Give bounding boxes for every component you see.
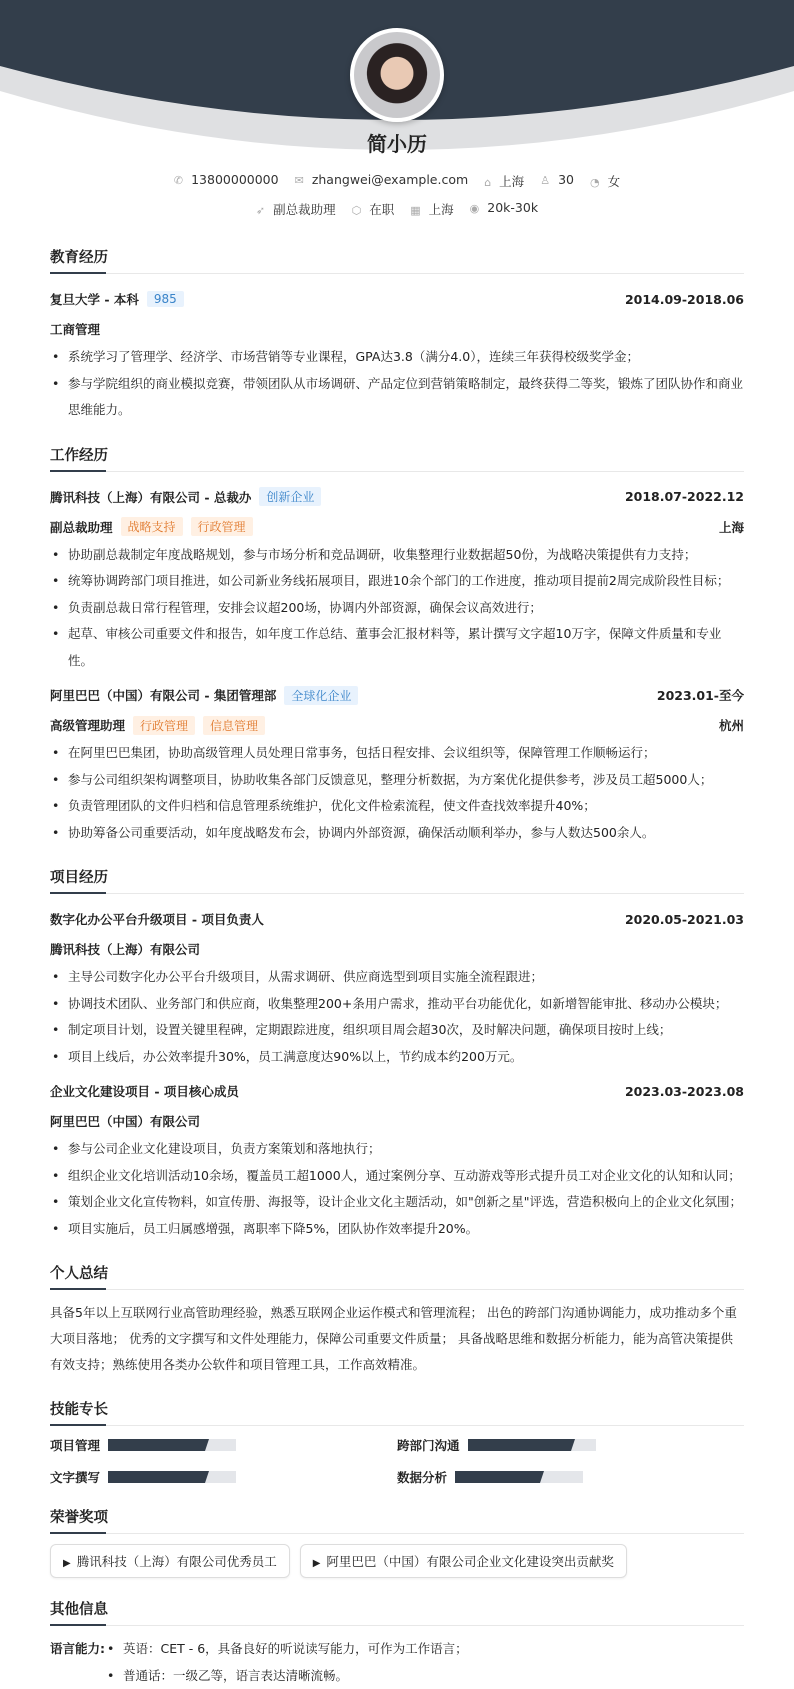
bullet: • 起草、审核公司重要文件和报告，如年度工作总结、董事会汇报材料等，累计撰写文字超10万字，保障文件质量和专业性。 bbox=[50, 621, 744, 674]
bullet: • 参与公司企业文化建设项目，负责方案策划和落地执行； bbox=[50, 1136, 744, 1163]
date: 2014.09-2018.06 bbox=[625, 292, 744, 307]
position: ➶ 副总裁助理 bbox=[256, 200, 336, 218]
bullet: • 参与公司组织架构调整项目，协助收集各部门反馈意见，整理分析数据，为方案优化提供参考，涉及员工超5000人； bbox=[50, 767, 744, 794]
gender-icon: ◔ bbox=[590, 176, 600, 189]
city: ⌂ 上海 bbox=[484, 172, 524, 190]
gender: ◔ 女 bbox=[590, 172, 620, 190]
award-label: 腾讯科技（上海）有限公司优秀员工 bbox=[77, 1554, 277, 1569]
send-icon: ➶ bbox=[256, 204, 265, 217]
salary: ◉ 20k-30k bbox=[470, 200, 538, 218]
awards-list bbox=[50, 1544, 744, 1578]
skills-grid bbox=[50, 1436, 744, 1486]
project-bullets bbox=[50, 964, 744, 1070]
skill-bar-fill bbox=[455, 1471, 540, 1483]
job-bullets bbox=[50, 740, 744, 846]
job-header bbox=[50, 482, 744, 512]
age-icon: ♙ bbox=[540, 174, 550, 187]
status: ⬡ 在职 bbox=[352, 200, 395, 218]
date: 2020.05-2021.03 bbox=[625, 912, 744, 927]
role-tag: 信息管理 bbox=[203, 716, 265, 735]
edu-bullets bbox=[50, 344, 744, 424]
mail-icon: ✉ bbox=[295, 174, 304, 187]
skill-item bbox=[50, 1436, 397, 1454]
role-tag: 行政管理 bbox=[191, 517, 253, 536]
status-icon: ⬡ bbox=[352, 204, 362, 217]
skill-bar-fill bbox=[468, 1439, 571, 1451]
project-name: 企业文化建设项目 - 项目核心成员 bbox=[50, 1082, 239, 1100]
job-intent-row bbox=[0, 200, 794, 218]
major: 工商管理 bbox=[50, 320, 100, 338]
job-title-group bbox=[50, 686, 358, 705]
section-title: 其他信息 bbox=[50, 1598, 744, 1626]
skill-name: 跨部门沟通 bbox=[397, 1436, 460, 1454]
building-icon: ▦ bbox=[410, 204, 420, 217]
bullet: • 负责管理团队的文件归档和信息管理系统维护，优化文件检索流程，使文件查找效率提升40%； bbox=[50, 793, 744, 820]
work-section bbox=[50, 444, 744, 847]
project-section bbox=[50, 866, 744, 1242]
target-city: ▦ 上海 bbox=[410, 200, 453, 218]
triangle-icon: ▶ bbox=[63, 1558, 71, 1569]
award-item bbox=[300, 1544, 627, 1578]
other-section bbox=[50, 1598, 744, 1689]
role-tag: 行政管理 bbox=[133, 716, 195, 735]
award-label: 阿里巴巴（中国）有限公司企业文化建设突出贡献奖 bbox=[326, 1554, 614, 1569]
candidate-name: 简小历 bbox=[0, 128, 794, 157]
company-tag: 全球化企业 bbox=[284, 686, 358, 705]
bullet: • 参与学院组织的商业模拟竞赛，带领团队从市场调研、产品定位到营销策略制定，最终获得二等奖，锻炼了团队协作和商业思维能力。 bbox=[50, 371, 744, 424]
school-tag: 985 bbox=[147, 291, 184, 307]
bullet: • 普通话：一级乙等，语言表达清晰流畅。 bbox=[105, 1663, 468, 1689]
age: ♙ 30 bbox=[540, 172, 574, 190]
contact-row bbox=[0, 172, 794, 190]
company: 阿里巴巴（中国）有限公司 - 集团管理部 bbox=[50, 686, 276, 704]
skill-bar bbox=[468, 1439, 596, 1451]
bullet: • 系统学习了管理学、经济学、市场营销等专业课程，GPA达3.8（满分4.0），连续三年获得校级奖学金； bbox=[50, 344, 744, 371]
role-row bbox=[50, 512, 744, 542]
skill-item bbox=[397, 1436, 744, 1454]
skill-name: 文字撰写 bbox=[50, 1468, 100, 1486]
bullet: • 制定项目计划，设置关键里程碑，定期跟踪进度，组织项目周会超30次，及时解决问题，确保项目按时上线； bbox=[50, 1017, 744, 1044]
education-section bbox=[50, 246, 744, 424]
job-city: 上海 bbox=[719, 518, 744, 536]
phone: ✆ 13800000000 bbox=[174, 172, 279, 190]
bullet: • 项目实施后，员工归属感增强，离职率下降5%，团队协作效率提升20%。 bbox=[50, 1216, 744, 1243]
summary-section bbox=[50, 1262, 744, 1378]
project-company-row bbox=[50, 1106, 744, 1136]
section-title: 工作经历 bbox=[50, 444, 744, 472]
summary-text: 具备5年以上互联网行业高管助理经验，熟悉互联网企业运作模式和管理流程； 出色的跨部门沟通协调能力，成功推动多个重大项目落地； 优秀的文字撰写和文件处理能力，保障公司重要文件质量； 具备战略思维和数据分析能力，能为高管决策提供有效支持；熟练使用各类办公软件和项目管理工具，工作高效精准。 bbox=[50, 1300, 744, 1378]
role-tag: 战略支持 bbox=[121, 517, 183, 536]
bullet: • 负责副总裁日常行程管理，安排会议超200场，协调内外部资源，确保会议高效进行； bbox=[50, 595, 744, 622]
role-row bbox=[50, 710, 744, 740]
major-row bbox=[50, 314, 744, 344]
bullet: • 主导公司数字化办公平台升级项目，从需求调研、供应商选型到项目实施全流程跟进； bbox=[50, 964, 744, 991]
skill-bar bbox=[108, 1471, 236, 1483]
salary-icon: ◉ bbox=[470, 202, 480, 215]
role: 副总裁助理 bbox=[50, 518, 113, 536]
job-header bbox=[50, 680, 744, 710]
job-city: 杭州 bbox=[719, 716, 744, 734]
skill-bar-fill bbox=[108, 1471, 205, 1483]
skill-bar-fill bbox=[108, 1439, 205, 1451]
language-row bbox=[50, 1636, 744, 1689]
company: 腾讯科技（上海）有限公司 - 总裁办 bbox=[50, 488, 251, 506]
project-header bbox=[50, 904, 744, 934]
awards-section bbox=[50, 1506, 744, 1578]
section-title: 荣誉奖项 bbox=[50, 1506, 744, 1534]
bullet: • 英语：CET - 6，具备良好的听说读写能力，可作为工作语言； bbox=[105, 1636, 468, 1663]
bullet: • 统筹协调跨部门项目推进，如公司新业务线拓展项目，跟进10余个部门的工作进度，推动项目提前2周完成阶段性目标； bbox=[50, 568, 744, 595]
email: ✉ zhangwei@example.com bbox=[295, 172, 469, 190]
section-title: 技能专长 bbox=[50, 1398, 744, 1426]
phone-icon: ✆ bbox=[174, 174, 183, 187]
project-bullets bbox=[50, 1136, 744, 1242]
bullet: • 协助副总裁制定年度战略规划，参与市场分析和竞品调研，收集整理行业数据超50份，为战略决策提供有力支持； bbox=[50, 542, 744, 569]
bullet: • 项目上线后，办公效率提升30%，员工满意度达90%以上，节约成本约200万元。 bbox=[50, 1044, 744, 1071]
role-group bbox=[50, 517, 253, 536]
date: 2023.01-至今 bbox=[657, 686, 744, 704]
bullet: • 组织企业文化培训活动10余场，覆盖员工超1000人，通过案例分享、互动游戏等形式提升员工对企业文化的认知和认同； bbox=[50, 1163, 744, 1190]
job-bullets bbox=[50, 542, 744, 675]
award-item bbox=[50, 1544, 290, 1578]
project-company: 阿里巴巴（中国）有限公司 bbox=[50, 1112, 200, 1130]
avatar bbox=[350, 28, 444, 122]
project-header bbox=[50, 1076, 744, 1106]
role-group bbox=[50, 716, 265, 735]
project-company: 腾讯科技（上海）有限公司 bbox=[50, 940, 200, 958]
bullet: • 策划企业文化宣传物料，如宣传册、海报等，设计企业文化主题活动，如"创新之星"评选，营造积极向上的企业文化氛围； bbox=[50, 1189, 744, 1216]
language-list bbox=[105, 1636, 468, 1689]
role: 高级管理助理 bbox=[50, 716, 125, 734]
project-company-row bbox=[50, 934, 744, 964]
edu-header bbox=[50, 284, 744, 314]
section-title: 项目经历 bbox=[50, 866, 744, 894]
triangle-icon: ▶ bbox=[313, 1558, 321, 1569]
date: 2023.03-2023.08 bbox=[625, 1084, 744, 1099]
resume-body bbox=[50, 246, 744, 1689]
skill-name: 数据分析 bbox=[397, 1468, 447, 1486]
language-label: 语言能力: bbox=[50, 1636, 105, 1689]
section-title: 个人总结 bbox=[50, 1262, 744, 1290]
bullet: • 协调技术团队、业务部门和供应商，收集整理200+条用户需求，推动平台功能优化，如新增智能审批、移动办公模块； bbox=[50, 991, 744, 1018]
bullet: • 在阿里巴巴集团，协助高级管理人员处理日常事务，包括日程安排、会议组织等，保障管理工作顺畅运行； bbox=[50, 740, 744, 767]
skill-name: 项目管理 bbox=[50, 1436, 100, 1454]
section-title: 教育经历 bbox=[50, 246, 744, 274]
job-title-group bbox=[50, 487, 321, 506]
skills-section bbox=[50, 1398, 744, 1486]
home-icon: ⌂ bbox=[484, 176, 491, 189]
skill-item bbox=[50, 1468, 397, 1486]
company-tag: 创新企业 bbox=[259, 487, 321, 506]
skill-bar bbox=[455, 1471, 583, 1483]
project-name: 数字化办公平台升级项目 - 项目负责人 bbox=[50, 910, 264, 928]
bullet: • 协助筹备公司重要活动，如年度战略发布会，协调内外部资源，确保活动顺利举办，参与人数达500余人。 bbox=[50, 820, 744, 847]
skill-item bbox=[397, 1468, 744, 1486]
school: 复旦大学 - 本科 bbox=[50, 290, 139, 308]
skill-bar bbox=[108, 1439, 236, 1451]
date: 2018.07-2022.12 bbox=[625, 489, 744, 504]
